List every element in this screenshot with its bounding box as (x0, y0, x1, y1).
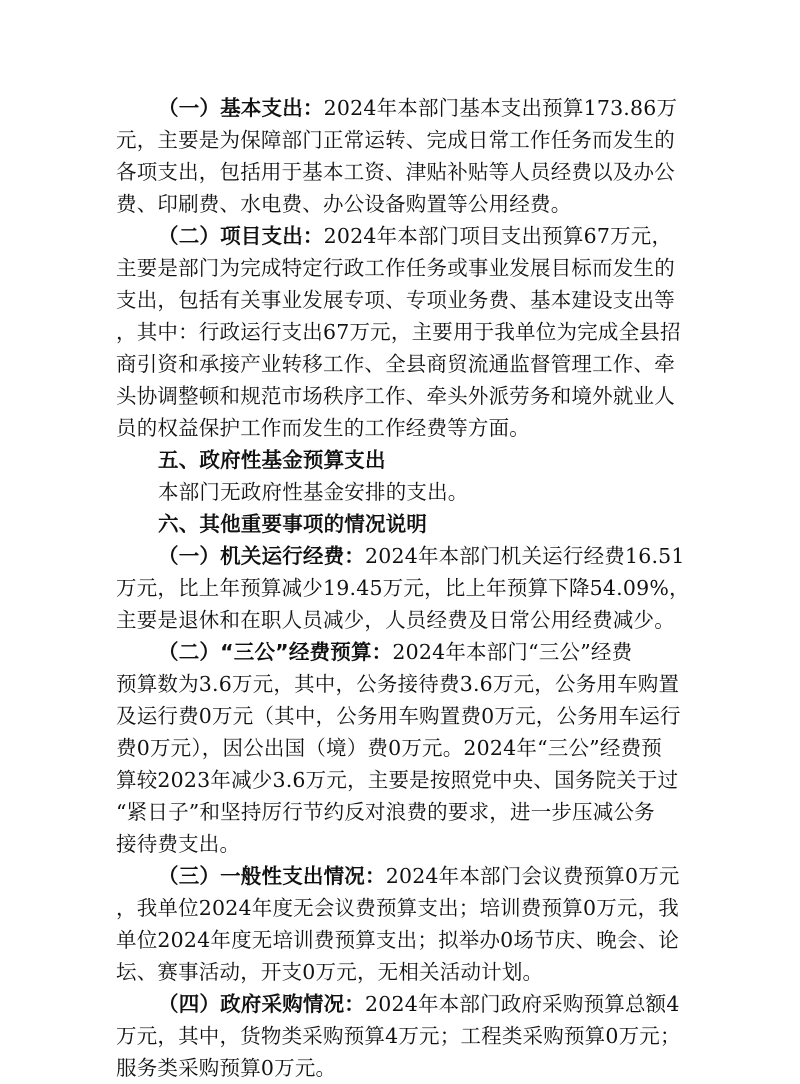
line-text: 2024年本部门机关运行经费16.51 (365, 544, 685, 568)
paragraph-line (116, 668, 698, 700)
line-text: 各项支出，包括用于基本工资、津贴补贴等人员经费以及办公 (116, 160, 675, 184)
section-heading: （一）基本支出： (158, 96, 324, 120)
line-text: 及运行费0万元（其中，公务用车购置费0万元，公务用车运行 (116, 704, 681, 728)
section-heading: （二）项目支出： (158, 224, 324, 248)
paragraph-line (116, 156, 698, 188)
line-text: 元，主要是为保障部门正常运转、完成日常工作任务而发生的 (116, 128, 675, 152)
paragraph-line (116, 988, 698, 1020)
line-text: 坛、赛事活动，开支0万元，无相关活动计划。 (116, 960, 544, 984)
document-page (116, 92, 698, 1084)
line-text: 费0万元），因公出国（境）费0万元。2024年“三公”经费预 (116, 736, 662, 760)
paragraph-line (116, 252, 698, 284)
paragraph-line (116, 316, 698, 348)
line-text: 预算数为3.6万元，其中，公务接待费3.6万元，公务用车购置 (116, 672, 680, 696)
line-text: 接待费支出。 (116, 832, 241, 856)
line-text: 服务类采购预算0万元。 (116, 1056, 337, 1080)
line-text: 2024年本部门基本支出预算173.86万 (323, 96, 678, 120)
chapter-heading-text: 五、政府性基金预算支出 (158, 448, 386, 472)
line-text: 主要是部门为完成特定行政工作任务或事业发展目标而发生的 (116, 256, 675, 280)
paragraph-line (116, 476, 698, 508)
line-text: 本部门无政府性基金安排的支出。 (158, 480, 469, 504)
line-text: 2024年本部门会议费预算0万元 (385, 864, 680, 888)
paragraph-line (116, 540, 698, 572)
line-text: 2024年本部门政府采购预算总额4 (365, 992, 680, 1016)
line-text: 头协调整顿和规范市场秩序工作、牵头外派劳务和境外就业人 (116, 384, 675, 408)
line-text: 主要是退休和在职人员减少，人员经费及日常公用经费减少。 (116, 608, 675, 632)
paragraph-line (116, 636, 698, 668)
line-text: 万元，其中，货物类采购预算4万元；工程类采购预算0万元； (116, 1024, 681, 1048)
line-text: 算较2023年减少3.6万元，主要是按照党中央、国务院关于过 (116, 768, 679, 792)
paragraph-line (116, 572, 698, 604)
chapter-heading (116, 508, 698, 540)
line-text: ，其中：行政运行支出67万元，主要用于我单位为完成全县招 (116, 320, 681, 344)
paragraph-line (116, 956, 698, 988)
paragraph-line (116, 188, 698, 220)
line-text: 支出，包括有关事业发展专项、专项业务费、基本建设支出等 (116, 288, 675, 312)
paragraph-line (116, 284, 698, 316)
line-text: 2024年本部门“三公”经费 (392, 640, 633, 664)
line-text: ，我单位2024年度无会议费预算支出；培训费预算0万元，我 (116, 896, 680, 920)
section-heading: （二）“三公”经费预算： (158, 640, 393, 664)
paragraph-line (116, 732, 698, 764)
paragraph-line (116, 220, 698, 252)
paragraph-line (116, 764, 698, 796)
line-text: 费、印刷费、水电费、办公设备购置等公用经费。 (116, 192, 572, 216)
line-text: 员的权益保护工作而发生的工作经费等方面。 (116, 416, 530, 440)
paragraph-line (116, 92, 698, 124)
paragraph-line (116, 380, 698, 412)
line-text: 万元，比上年预算减少19.45万元，比上年预算下降54.09%， (116, 576, 690, 600)
paragraph-line (116, 892, 698, 924)
paragraph-line (116, 604, 698, 636)
section-heading: （一）机关运行经费： (158, 544, 365, 568)
paragraph-line (116, 700, 698, 732)
chapter-heading-text: 六、其他重要事项的情况说明 (158, 512, 428, 536)
line-text: 2024年本部门项目支出预算67万元， (323, 224, 673, 248)
section-heading: （三）一般性支出情况： (158, 864, 386, 888)
line-text: “紧日子”和坚持厉行节约反对浪费的要求，进一步压减公务 (116, 800, 655, 824)
paragraph-line (116, 348, 698, 380)
paragraph-line (116, 924, 698, 956)
paragraph-line (116, 828, 698, 860)
section-heading: （四）政府采购情况： (158, 992, 365, 1016)
paragraph-line (116, 1052, 698, 1084)
paragraph-line (116, 860, 698, 892)
paragraph-line (116, 1020, 698, 1052)
paragraph-line (116, 412, 698, 444)
line-text: 商引资和承接产业转移工作、全县商贸流通监督管理工作、牵 (116, 352, 675, 376)
line-text: 单位2024年度无培训费预算支出；拟举办0场节庆、晚会、论 (116, 928, 680, 952)
chapter-heading (116, 444, 698, 476)
paragraph-line (116, 124, 698, 156)
paragraph-line (116, 796, 698, 828)
